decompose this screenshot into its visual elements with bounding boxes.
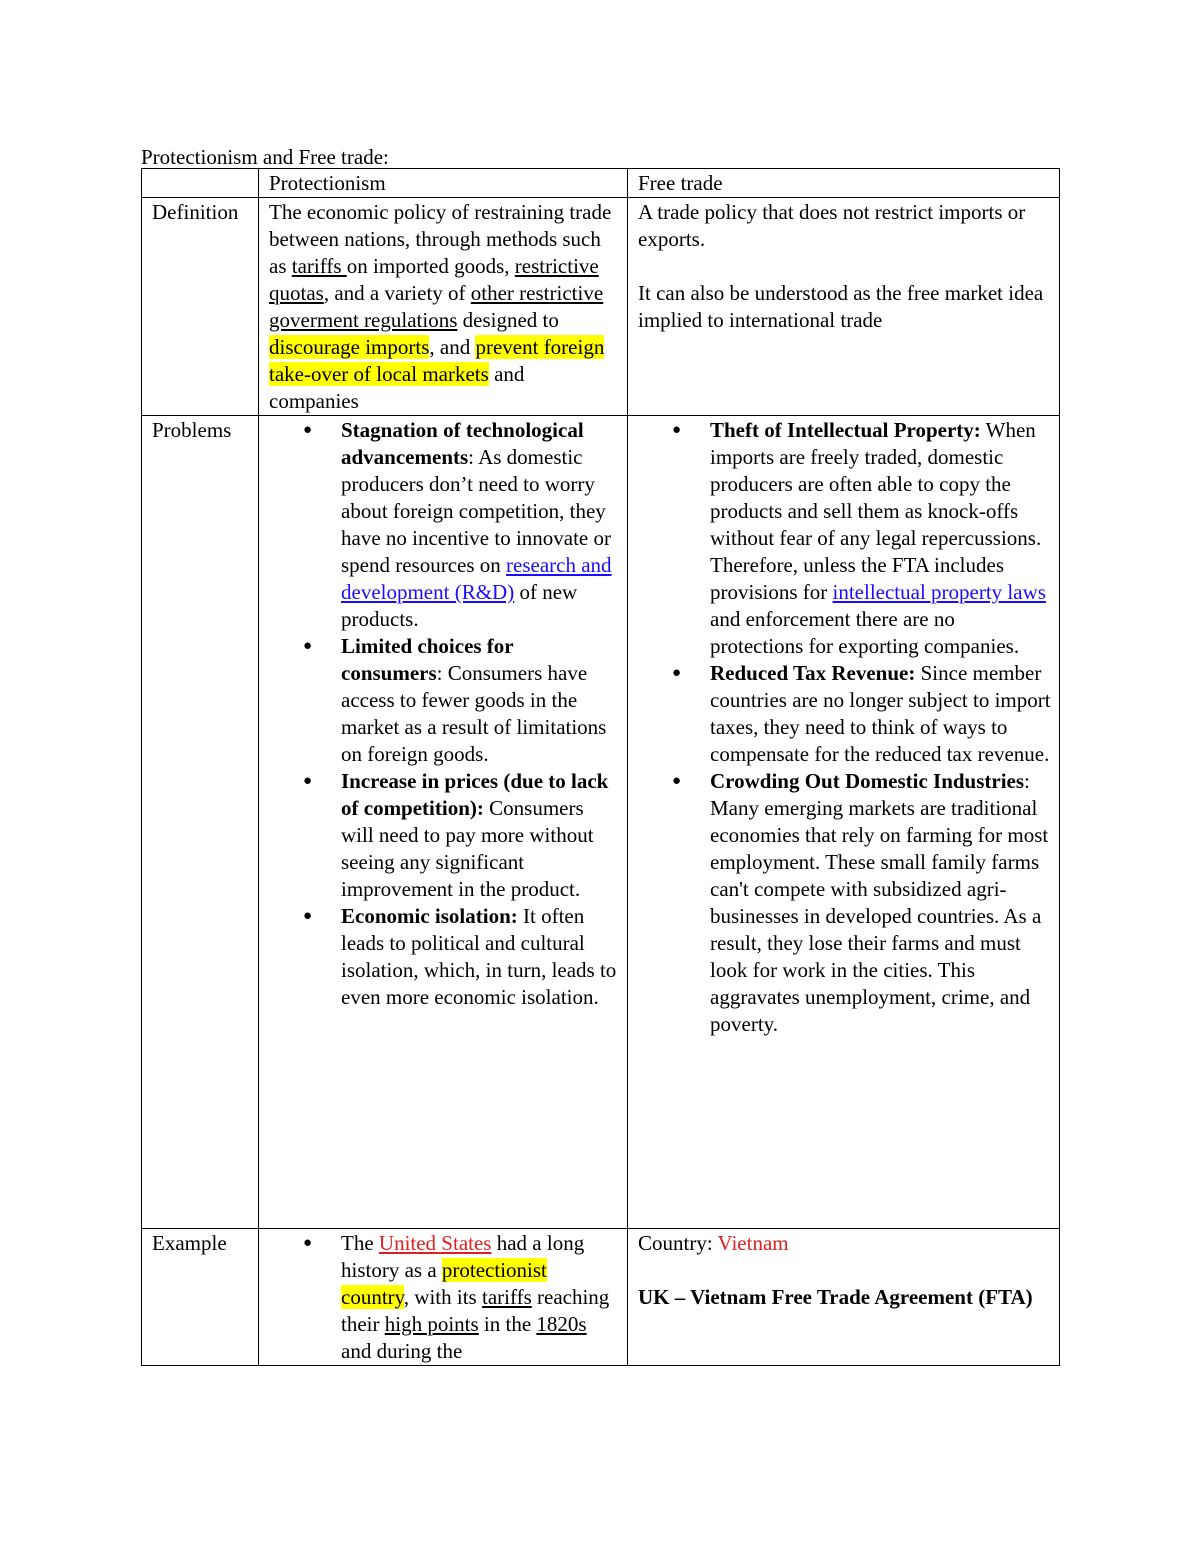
regulations-term: other restrictive goverment regulations: [269, 281, 604, 332]
comparison-table: [141, 168, 1060, 1366]
example-protectionism: [259, 1229, 628, 1366]
row-label-example: Example: [142, 1229, 259, 1366]
list-item: ● Stagnation of technological advancements: As domestic producers don’t need to worry about foreign competition, they have no incentive to innovate or spend resources on research and development (R&D) of new products.: [341, 417, 619, 633]
protectionism-problem-list: [269, 417, 619, 1011]
ip-laws-link[interactable]: intellectual property laws: [832, 580, 1046, 604]
list-item: ● Economic isolation: It often leads to political and cultural isolation, which, in turn, leads to even more economic isolation.: [341, 903, 619, 1011]
free-trade-problem-list: [638, 417, 1051, 1038]
free-trade-definition-1: A trade policy that does not restrict imports or exports.: [638, 200, 1026, 251]
definition-protectionism: The economic policy of restraining trade between nations, through methods such as tariffs on imported goods, restrictive quotas, and a variety of other restrictive goverment regulations designed to discourage imports, and prevent foreign take-over of local markets and companies: [259, 198, 628, 416]
list-item: ● The United States had a long history as a protectionist country, with its tariffs reaching their high points in the 1820s and during the: [341, 1230, 619, 1365]
problems-protectionism: [259, 416, 628, 1229]
country-line: Country: Vietnam: [638, 1231, 789, 1255]
tariffs-term: tariffs: [481, 1285, 532, 1309]
highlight-protectionist-country: protectionist country: [341, 1258, 547, 1309]
list-item: ● Reduced Tax Revenue: Since member countries are no longer subject to import taxes, they need to think of ways to compensate for the reduced tax revenue.: [710, 660, 1051, 768]
list-item: ● Increase in prices (due to lack of competition): Consumers will need to pay more without seeing any significant improvement in the product.: [341, 768, 619, 903]
list-item: ● Theft of Intellectual Property: When imports are freely traded, domestic producers are often able to copy the products and sell them as knock-offs without fear of any legal repercussions. Therefore, unless the FTA includes provisions for intellectual property laws and enforcement there are no protections for exporting companies.: [710, 417, 1051, 660]
row-label-problems: Problems: [142, 416, 259, 1229]
country-name: Vietnam: [717, 1231, 789, 1255]
problems-row: [142, 416, 1060, 1229]
free-trade-definition-2: It can also be understood as the free market idea implied to international trade: [638, 281, 1044, 332]
header-row: [142, 169, 1060, 198]
example-free-trade: [628, 1229, 1060, 1366]
definition-row: [142, 198, 1060, 416]
row-label-definition: Definition: [142, 198, 259, 416]
corner-cell: [142, 169, 259, 198]
header-protectionism: Protectionism: [259, 169, 628, 198]
united-states-link[interactable]: United States: [378, 1231, 492, 1255]
highlight-discourage-imports: discourage imports: [269, 335, 430, 359]
list-item: ● Crowding Out Domestic Industries: Many emerging markets are traditional economies that rely on farming for most employment. These small family farms can't compete with subsidized agri-businesses in developed countries. As a result, they lose their farms and must look for work in the cities. This aggravates unemployment, crime, and poverty.: [710, 768, 1051, 1038]
tariffs-term: tariffs: [291, 254, 347, 278]
example-row: [142, 1229, 1060, 1366]
example-list: [269, 1230, 619, 1365]
high-points-term: high points: [384, 1312, 479, 1336]
document-title: Protectionism and Free trade:: [141, 145, 389, 169]
definition-free-trade: [628, 198, 1060, 416]
rnd-link[interactable]: research and development (R&D): [341, 553, 612, 604]
fta-title: UK – Vietnam Free Trade Agreement (FTA): [638, 1285, 1033, 1309]
year-term: 1820s: [536, 1312, 587, 1336]
header-free-trade: Free trade: [628, 169, 1060, 198]
problems-free-trade: [628, 416, 1060, 1229]
highlight-prevent-takeover: prevent foreign take-over of local markets: [269, 335, 605, 386]
list-item: ● Limited choices for consumers: Consumers have access to fewer goods in the market as a result of limitations on foreign goods.: [341, 633, 619, 768]
quotas-term: restrictive quotas: [269, 254, 599, 305]
